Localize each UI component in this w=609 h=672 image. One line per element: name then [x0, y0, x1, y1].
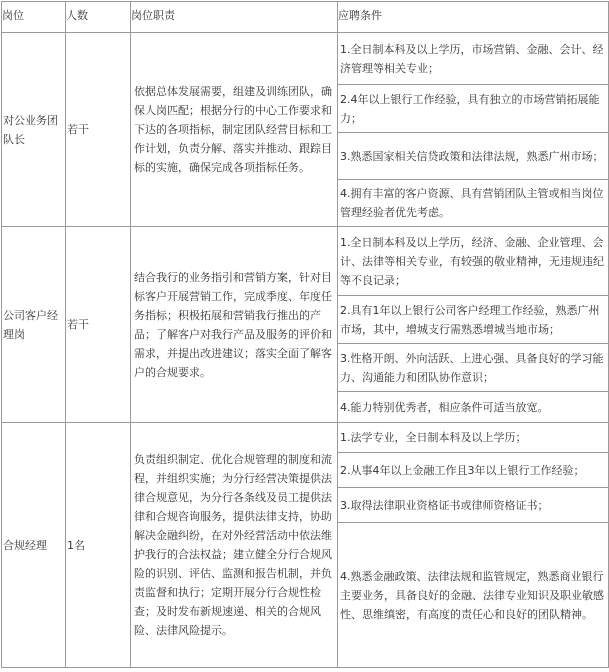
- position-name: 合规经理: [3, 538, 47, 552]
- table-row: [2, 33, 609, 227]
- requirements-cell: [338, 227, 609, 423]
- requirements-list: [338, 423, 608, 667]
- duties-cell: [131, 423, 338, 668]
- requirement-item: 1.法学专业，全日制本科及以上学历；: [338, 423, 608, 453]
- position-cell: [2, 423, 66, 668]
- requirement-item: 2.具有1年以上银行公司客户经理工作经验，熟悉广州市场，其中，增城支行需熟悉增城当地市场；: [338, 296, 608, 344]
- count-cell: [66, 227, 131, 423]
- requirements-list: [338, 33, 608, 226]
- requirements-list: [338, 227, 608, 422]
- duties-text: 依据总体发展需要，组建及训练团队，确保人岗匹配；根据分行的中心工作要求和下达的各项指标，制定团队经营目标和工作计划，负责分解、落实并推动、跟踪目标的实施，确保完成各项指标任务。: [134, 85, 332, 174]
- recruitment-table: [1, 1, 609, 668]
- requirement-item: 1.全日制本科及以上学历，市场营销、金融、会计、经济管理等相关专业；: [338, 33, 608, 85]
- position-name: 公司客户经理岗: [3, 308, 58, 341]
- duties-cell: [131, 33, 338, 227]
- duties-text: 结合我行的业务指引和营销方案，针对目标客户开展营销工作，完成季度、年度任务指标；积极拓展和营销我行推出的产品；了解客户对我行产品及服务的评价和需求，并提出改进建议；落实全面了解客户的合规要求。: [134, 270, 332, 379]
- header-duties: 岗位职责: [131, 2, 338, 33]
- header-position: 岗位: [2, 2, 66, 33]
- requirement-item: 3.性格开朗、外向活跃、上进心强、具备良好的学习能力、沟通能力和团队协作意识；: [338, 344, 608, 392]
- requirement-item: 1.全日制本科及以上学历，经济、金融、企业管理、会计、法律等相关专业，有较强的敬业精神，无违规违纪等不良记录；: [338, 227, 608, 296]
- requirement-item: 4.拥有丰富的客户资源、具有营销团队主管或相当岗位管理经验者优先考虑。: [340, 187, 604, 219]
- table-row: [2, 423, 609, 668]
- count-cell: [66, 33, 131, 227]
- requirements-cell: [338, 423, 609, 668]
- requirements-cell: [338, 33, 609, 227]
- headcount: 若干: [67, 318, 89, 331]
- position-cell: [2, 227, 66, 423]
- requirement-item: 4.熟悉金融政策、法律法规和监管规定，熟悉商业银行主要业务，具备良好的金融、法律专业知识及职业敏感性、思维缜密，有高度的责任心和良好的团队精神。: [340, 569, 604, 621]
- requirement-item: 3.取得法律职业资格证书或律师资格证书；: [338, 488, 608, 523]
- recruitment-document: [0, 1, 609, 668]
- requirement-item: 2.从事4年以上金融工作且3年以上银行工作经验；: [338, 453, 608, 488]
- headcount: 若干: [67, 123, 89, 136]
- headcount: 1名: [67, 538, 85, 552]
- requirement-item: 3.熟悉国家相关信贷政策和法律法规，熟悉广州市场；: [338, 133, 608, 180]
- table-row: [2, 227, 609, 423]
- table-header-row: [2, 2, 609, 33]
- count-cell: [66, 423, 131, 668]
- duties-cell: [131, 227, 338, 423]
- requirement-item: 4.能力特别优秀者，相应条件可适当放宽。: [340, 400, 549, 414]
- position-cell: [2, 33, 66, 227]
- header-requirements: 应聘条件: [338, 2, 609, 33]
- duties-text: 负责组织制定、优化合规管理的制度和流程，并组织实施；为分行经营决策提供法律合规意见，为分行各条线及员工提供法律和合规咨询服务，提供法律支持，协助解决金融纠纷，在对外经营活动中依法维护我行的合法权益；建立健全分行合规风险的识别、评估、监测和报告机制，并负责监督和执行；定期开展分行合规性检查；及时发布新规速递、相关的合规风险、法律风险提示。: [134, 453, 332, 637]
- header-count: 人数: [66, 2, 131, 33]
- position-name: 对公业务团队长: [3, 113, 58, 146]
- requirement-item: 2.4年以上银行工作经验，具有独立的市场营销拓展能力；: [338, 85, 608, 133]
